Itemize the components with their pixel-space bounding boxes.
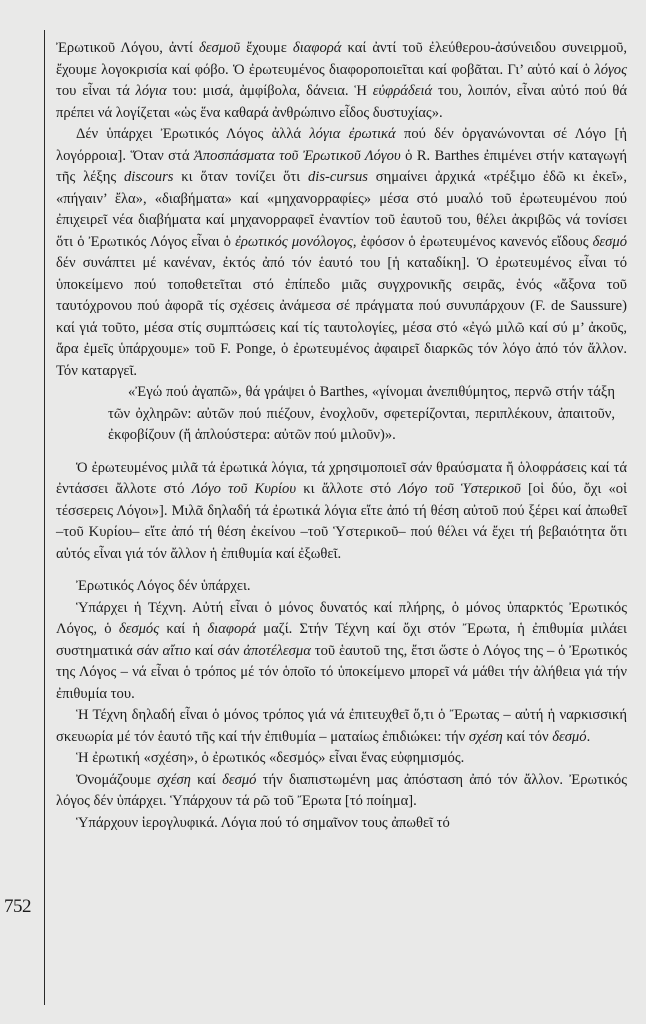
text-run: ὁ R. Barthes ἐπιμένει στήν καταγωγή τῆς λέξης [56,147,627,185]
italic-phrase: δεσμό [552,728,587,745]
text-run: Ὑπάρχει ἡ Τέχνη. Αὐτή εἶναι ὁ μόνος δυνατός καί πλήρης, ὁ μόνος ὑπαρκτός Ἐρωτικός Λόγος, ὁ [56,599,627,637]
paragraph [56,770,627,813]
text-run: καί [190,771,223,788]
italic-phrase: dis-cursus [307,169,368,185]
italic-phrase: δεσμός [118,621,160,637]
text-run: του: μισά, ἀμφίβολα, δάνεια. Ἡ [166,83,373,99]
text-run: καί ἡ [159,621,208,637]
text-run: Ὀνομάζουμε [76,771,158,788]
text-run: κι ὅταν τονίζει ὅτι [173,169,308,185]
italic-phrase: ἀποτέλεσμα [243,642,311,659]
text-run: Ὁ ἐρωτευμένος μιλᾶ τά ἐρωτικά λόγια, τά χρησιμοποιεῖ σάν θραύσματα ἤ ὁλοφράσεις καί τά ἐντάσσει ἄλλοτε στό [56,459,627,497]
italic-phrase: αἴτιο [162,642,191,659]
text-run: Ὑπάρχουν ἱερογλυφικά. Λόγια πού τό σημαῖνον τους ἀπωθεῖ τό [76,814,450,831]
text-run: τοῦ ἑαυτοῦ της, ἔτσι ὥστε ὁ Λόγος της – ὁ Ἐρωτικός της Λόγος – νά εἶναι ὁ τρόπος μέ τόν ὁποῖο τό ὑποκείμενο μπορεῖ νά μάθει τήν ἀλήθεια γιά τήν ἐπιθυμία του. [56,642,628,702]
margin-rule [44,30,45,1005]
page-number: 752 [4,896,31,917]
text-run: Ἐρωτικοῦ Λόγου, ἀντί [56,40,199,56]
text-run: . [586,728,591,745]
italic-phrase: εὐφράδειά [372,83,433,99]
paragraph [56,124,627,382]
paragraph [56,748,627,770]
paragraph [56,576,627,598]
italic-phrase: λόγος [594,61,627,78]
italic-phrase: σχέση [157,771,191,788]
italic-phrase: λόγια ἐρωτικά [309,126,396,142]
text-run: καί ἀντί τοῦ ἐλεύθερου-ἀσύνειδου συνειρμοῦ, ἔχουμε λογοκρισία καί φόβο. Ὁ ἐρωτευμένος διαφοροποιεῖται καί φοβᾶται. Γι’ αὐτό καί ὁ [56,40,628,78]
italic-phrase: σχέση [468,728,503,745]
paragraph [56,38,627,124]
text-run: καί τόν [502,728,553,745]
paragraph [56,705,627,748]
italic-phrase: Λόγο τοῦ Ὑστερικοῦ [398,481,521,497]
text-run: Ἐρωτικός Λόγος δέν ὑπάρχει. [76,578,251,594]
italic-phrase: ἐρωτικός μονόλογος [235,233,353,250]
paragraph [56,813,627,835]
text-run: Ἡ ἐρωτική «σχέση», ὁ ἐρωτικός «δεσμός» εἶναι ἕνας εὐφημισμός. [76,750,465,766]
text-run: του, λοιπόν, εἶναι αὐτό πού θά πρέπει νά λογίζεται «ὡς ἕνα καθαρά ἀνθρώπινο εἶδος δυστυχίας». [56,83,627,121]
text-run: δέν συνάπτει μέ κανέναν, ἐκτός ἀπό τόν ἑαυτό του [ἡ καταδίκη]. Ὁ ἐρωτευμένος εἶναι τό ὑποκείμενο πού τοποθετεῖται στό ἐπίπεδο μιᾶς συγχρονικῆς σειρᾶς, ἑνός «ἄξονα τοῦ ταυτόχρονου πού ἀφορᾶ τίς σχέσεις ἀνάμεσα σέ πράγματα πού συνυπάρχουν (F. de Saussure) καί γιά τοῦτο, μέσα στίς συμπτώσεις καί τίς ταυτολογίες, μέσα στό «ἐγώ μιλῶ καί σύ μ’ ἀκοῦς, ἄρα ἐμεῖς ὑπάρχουμε» τοῦ F. Ponge, ὁ ἐρωτευμένος ἀφαιρεῖ διαρκῶς τόν λόγο ἀπό τόν ἄλλον. Τόν καταργεῖ. [56,255,627,379]
paragraph [56,458,627,566]
body-text [56,38,627,834]
italic-phrase: Ἀποσπάσματα τοῦ Ἐρωτικοῦ Λόγου [193,147,401,164]
text-run: ἔχουμε [240,40,293,56]
italic-phrase: discours [123,169,174,185]
text-run: πού δέν ὀργανώνονται σέ Λόγο [ἡ λογόρροια]. Ὅταν στά [56,126,628,164]
text-run: [οἱ δύο, ὄχι «οἱ τέσσερεις Λόγοι»]. Μιλᾶ δηλαδή τά ἐρωτικά λόγια εἴτε ἀπό τή θέση αὐτοῦ πού ξέρει καί ἀπωθεῖ –τοῦ Κυρίου– εἴτε ἀπό τή θέση ἐκείνου –τοῦ Ὑστερικοῦ– πού θέλει νά ἔχει τή βεβαιότητα ὅτι αὐτός εἶναι γιά τόν ἄλλον ἡ ἐπιθυμία καί ἐξωθεῖ. [56,481,627,562]
italic-phrase: Λόγο τοῦ Κυρίου [191,481,297,497]
text-run: του εἶναι τά [56,83,136,99]
paragraph [56,598,627,706]
italic-phrase: δεσμό [222,771,257,788]
text-run: Ἡ Τέχνη δηλαδή εἶναι ὁ μόνος τρόπος γιά νά ἐπιτευχθεῖ ὅ,τι ὁ Ἔρωτας – αὐτή ἡ ναρκισσική σκευωρία μέ τόν ἑαυτό τῆς καί τήν ἐπιθυμία – ματαίως ἐπιδιώκει: τήν [56,707,627,745]
text-run: κι ἄλλοτε στό [296,481,399,497]
block-quote [56,382,627,447]
text-run: τήν διαπιστωμένη μας ἀπόσταση ἀπό τόν ἄλλον. Ἐρωτικός λόγος δέν ὑπάρχει. Ὑπάρχουν τά ρῶ τοῦ Ἔρωτα [τό ποίημα]. [56,771,627,809]
text-run: καί σάν [190,642,244,659]
text-run: σημαίνει ἀρχικά «τρέξιμο ἐδῶ κι ἐκεῖ», «πήγαιν’ ἔλα», «διαβήματα» καί «μηχανορραφίες» μέσα στό μυαλό τοῦ ἐρωτευμένου πού ἐπιχειρεῖ νέα διαβήματα καί μηχανορραφεῖ ἐναντίον τοῦ ἑαυτοῦ του, θέλει ἀκριβῶς νά τονίσει ὅτι ὁ Ἐρωτικός Λόγος εἶναι ὁ [56,169,627,250]
italic-phrase: διαφορά [207,621,256,637]
text-run: μαζί. Στήν Τέχνη καί ὄχι στόν Ἔρωτα, ἡ ἐπιθυμία μιλάει συστηματικά σάν [56,621,627,659]
italic-phrase: δεσμοῦ [199,40,241,56]
text-run: «Ἐγώ πού ἀγαπῶ», θά γράψει ὁ Barthes, «γίνομαι ἀνεπιθύμητος, περνῶ στήν τάξη τῶν ὀχληρῶν: αὐτῶν πού πιέζουν, ἐνοχλοῦν, σφετερίζονται, περιπλέκουν, ἀπαιτοῦν, ἐκφοβίζουν (ἤ ἁπλούστερα: αὐτῶν πού μιλοῦν)». [108,384,615,443]
text-run: , ἐφόσον ὁ ἐρωτευμένος κανενός εἴδους [352,233,593,250]
italic-phrase: διαφορά [292,40,342,56]
italic-phrase: λόγια [135,83,167,99]
text-run: Δέν ὑπάρχει Ἐρωτικός Λόγος ἀλλά [76,126,310,142]
italic-phrase: δεσμό [592,233,627,250]
